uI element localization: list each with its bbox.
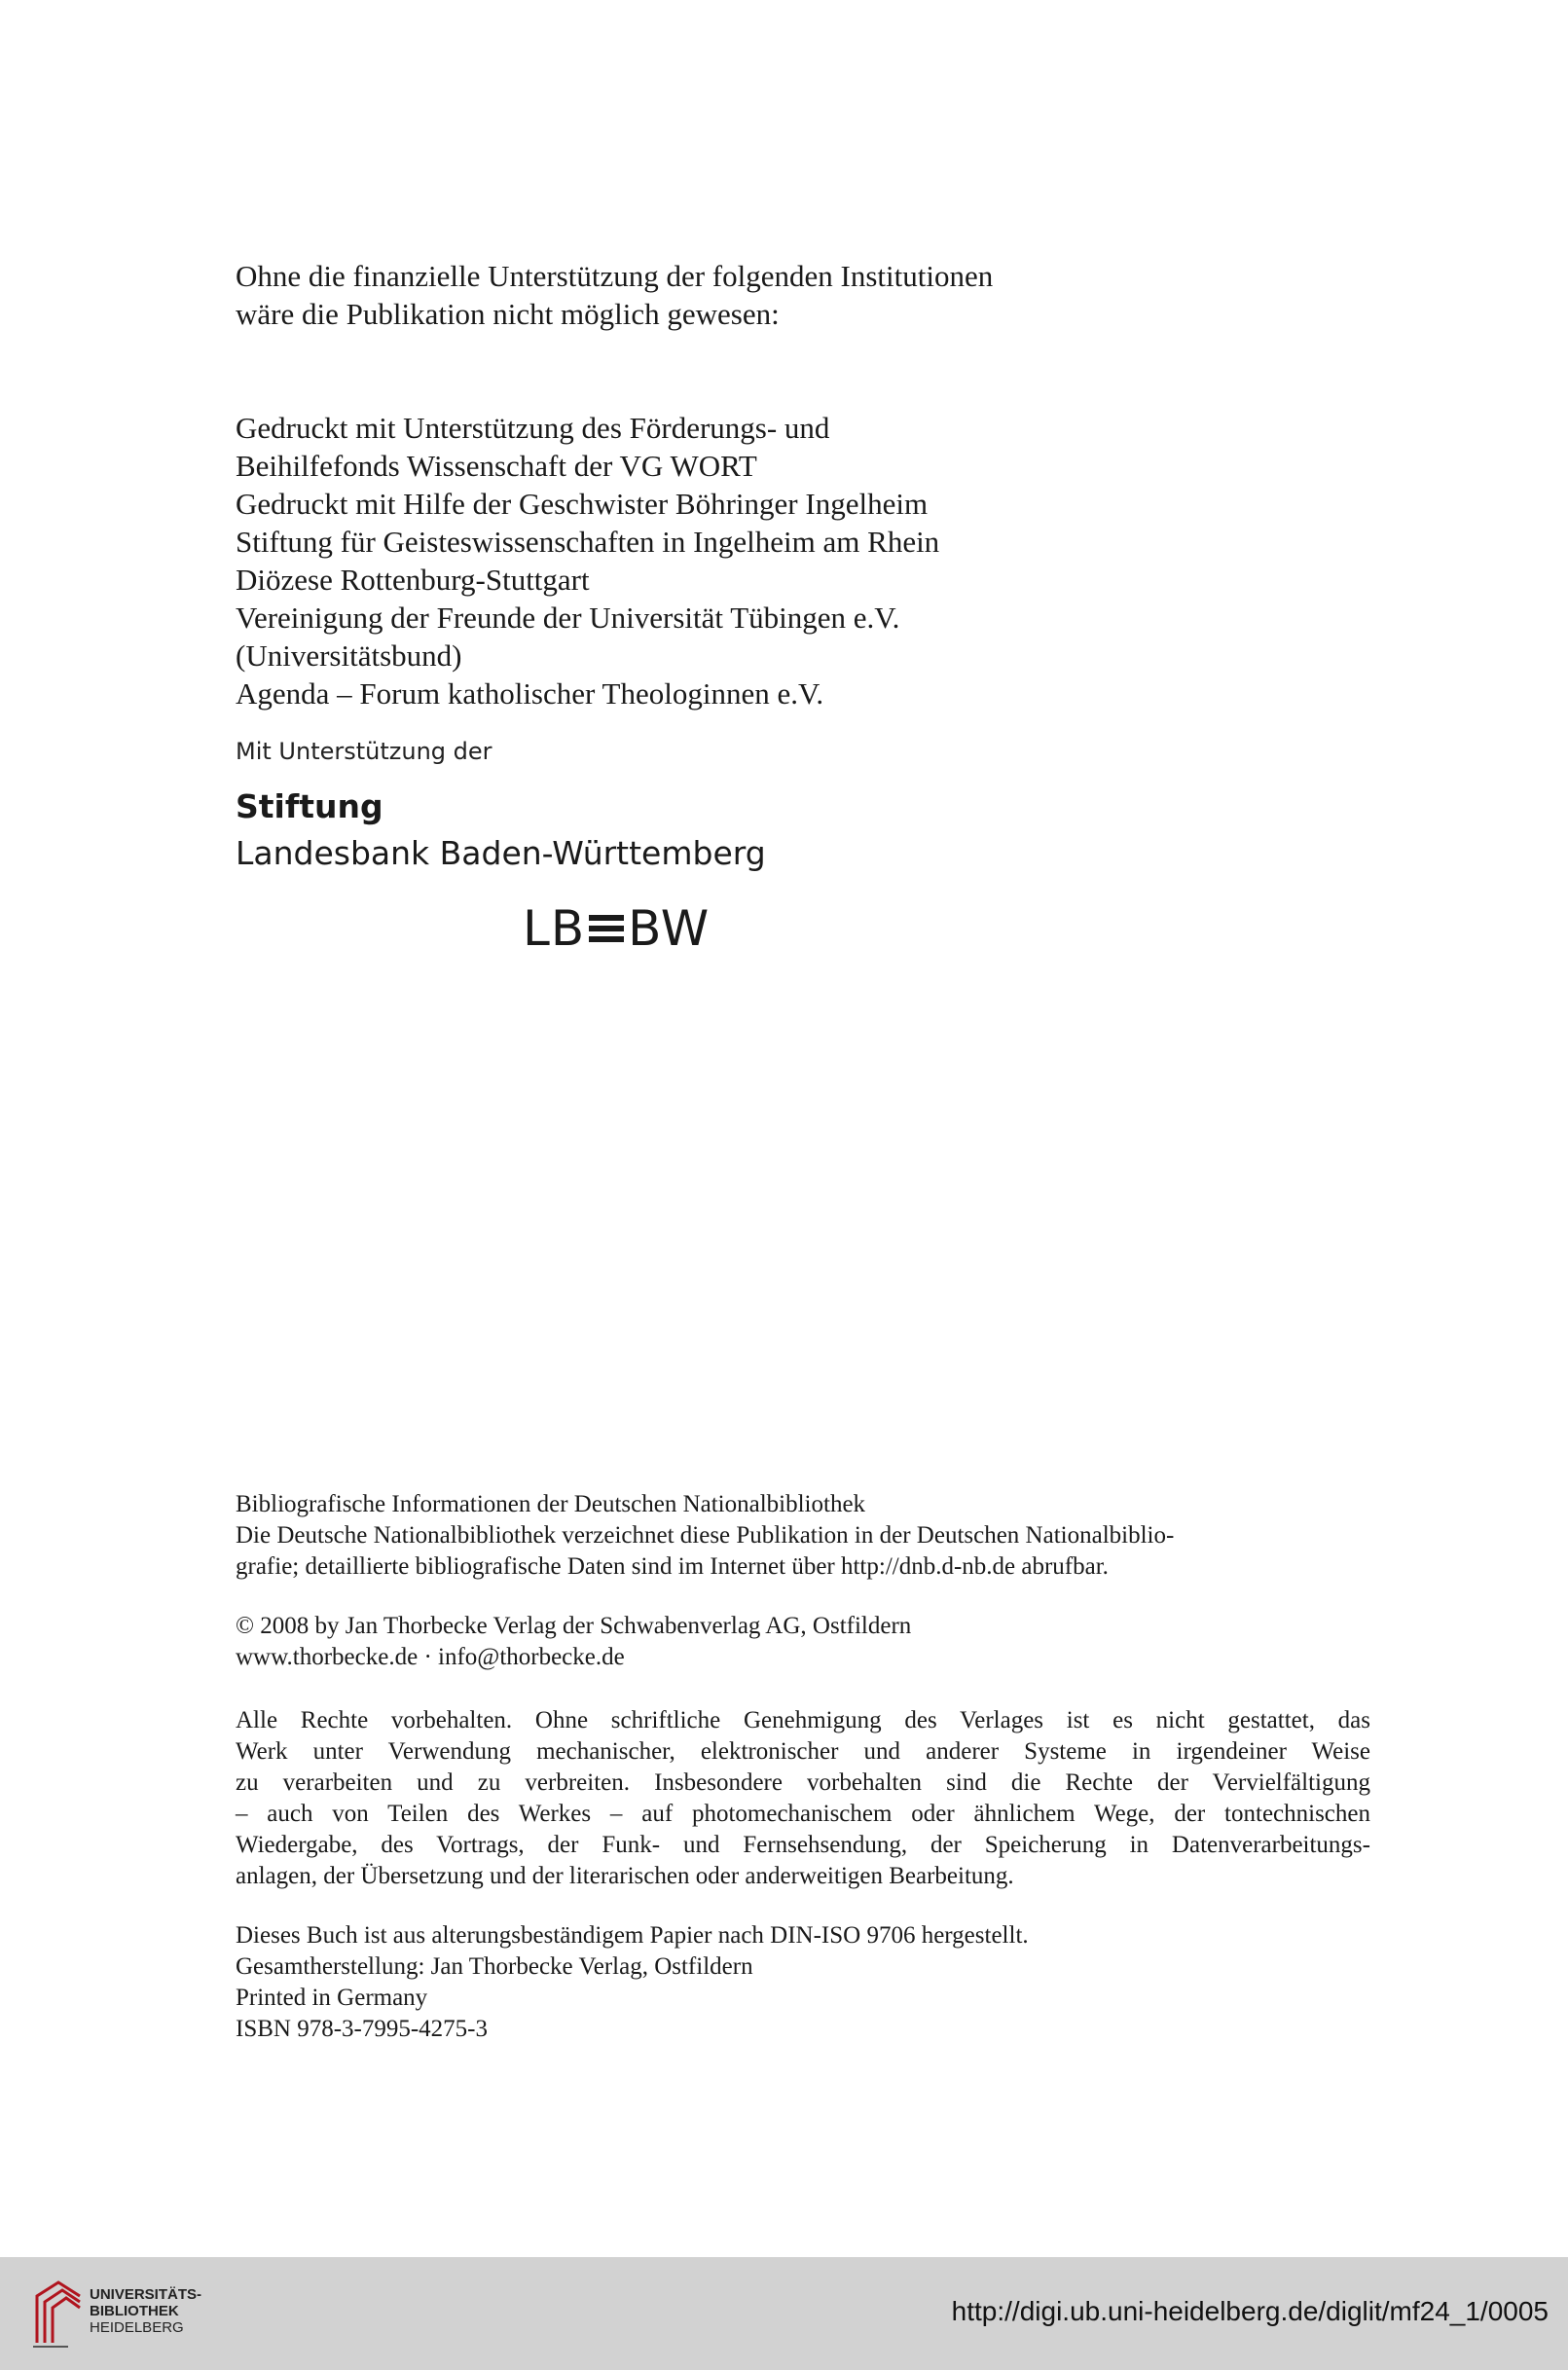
print-info: [236, 1920, 1029, 2045]
print-line: Printed in Germany: [236, 1985, 428, 2011]
sponsor-line: Agenda – Forum katholischer Theologinnen e.V.: [236, 676, 824, 711]
intro-line: wäre die Publikation nicht möglich gewesen:: [236, 297, 780, 331]
lbbw-logo-right: BW: [628, 900, 711, 957]
publisher-web: www.thorbecke.de · info@thorbecke.de: [236, 1644, 625, 1670]
copyright-notice: [236, 1611, 911, 1673]
rights-line: zu verarbeiten und zu verbreiten. Insbesondere vorbehalten sind die Rechte der Vervielfältigung: [236, 1769, 1370, 1796]
library-name-line: BIBLIOTHEK: [90, 2303, 179, 2319]
print-line: Gesamtherstellung: Jan Thorbecke Verlag, Ostfildern: [236, 1953, 753, 1980]
lbbw-bars-icon: [589, 907, 624, 950]
rights-line: Wiedergabe, des Vortrags, der Funk- und Fernsehsendung, der Speicherung in Datenverarbeitungs-: [236, 1832, 1370, 1858]
bibliography-line: Bibliografische Informationen der Deutschen Nationalbibliothek: [236, 1491, 866, 1517]
sponsor-line: Gedruckt mit Hilfe der Geschwister Böhringer Ingelheim: [236, 487, 929, 521]
rights-paragraph: [236, 1705, 1370, 1892]
copyright-line: © 2008 by Jan Thorbecke Verlag der Schwabenverlag AG, Ostfildern: [236, 1613, 912, 1639]
isbn: ISBN 978-3-7995-4275-3: [236, 2016, 489, 2042]
intro-line: Ohne die finanzielle Unterstützung der folgenden Institutionen: [236, 259, 994, 293]
bank-name: Landesbank Baden-Württemberg: [236, 834, 766, 872]
library-name-line: HEIDELBERG: [90, 2319, 184, 2336]
library-logo-icon: [29, 2275, 88, 2352]
stiftung-heading: Stiftung: [236, 787, 383, 825]
sponsor-list: [236, 409, 939, 712]
sponsor-line: Beihilfefonds Wissenschaft der VG WORT: [236, 449, 757, 483]
sponsor-line: Gedruckt mit Unterstützung des Förderungs- und: [236, 411, 830, 445]
bibliography-notice: [236, 1489, 1174, 1583]
rights-line: Werk unter Verwendung mechanischer, elektronischer und anderer Systeme in irgendeiner Weise: [236, 1738, 1370, 1765]
digitization-footer: [0, 2257, 1568, 2370]
library-name-line: UNIVERSITÄTS-: [90, 2286, 202, 2303]
sponsor-line: Vereinigung der Freunde der Universität Tübingen e.V.: [236, 601, 900, 635]
rights-line: – auch von Teilen des Werkes – auf photomechanischem oder ähnlichem Wege, der tontechnischen: [236, 1801, 1370, 1827]
bibliography-line: grafie; detaillierte bibliografische Daten sind im Internet über http://dnb.d-nb.de abrufbar.: [236, 1553, 1109, 1580]
sponsor-line: Diözese Rottenburg-Stuttgart: [236, 563, 590, 597]
lbbw-logo: [523, 901, 710, 956]
support-label: Mit Unterstützung der: [236, 738, 492, 765]
rights-line: Alle Rechte vorbehalten. Ohne schriftliche Genehmigung des Verlages ist es nicht gestattet, das: [236, 1707, 1370, 1733]
library-name: [90, 2286, 201, 2336]
rights-line: anlagen, der Übersetzung und der literarischen oder anderweitigen Bearbeitung.: [236, 1863, 1014, 1889]
permalink[interactable]: http://digi.ub.uni-heidelberg.de/diglit/mf24_1/0005: [951, 2296, 1549, 2326]
sponsor-line: Stiftung für Geisteswissenschaften in Ingelheim am Rhein: [236, 525, 940, 559]
bibliography-line: Die Deutsche Nationalbibliothek verzeichnet diese Publikation in der Deutschen Nationalbiblio-: [236, 1522, 1175, 1549]
intro-paragraph: [236, 257, 993, 333]
lbbw-logo-left: LB: [523, 900, 586, 957]
print-line: Dieses Buch ist aus alterungsbeständigem Papier nach DIN-ISO 9706 hergestellt.: [236, 1922, 1029, 1949]
sponsor-line: (Universitätsbund): [236, 638, 462, 673]
